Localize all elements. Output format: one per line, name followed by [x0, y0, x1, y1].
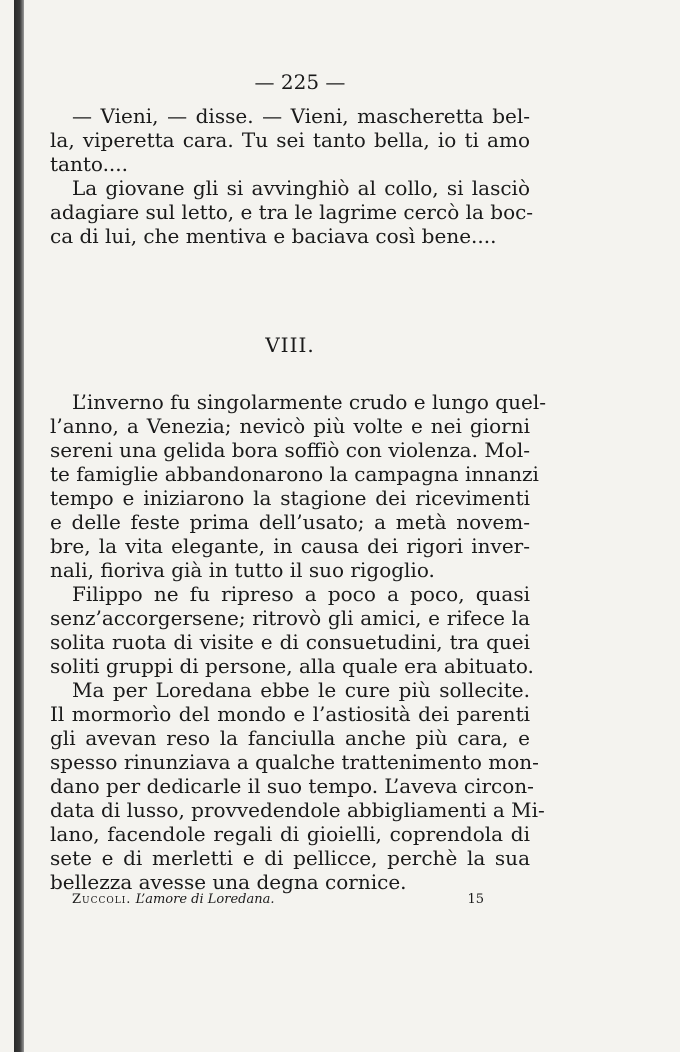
text-line: tempo e iniziarono la stagione dei ricevimenti [50, 486, 530, 510]
text-line: — Vieni, — disse. — Vieni, mascheretta bel- [72, 104, 530, 128]
paragraph [50, 104, 530, 176]
text-line: La giovane gli si avvinghiò al collo, si lasciò [72, 176, 530, 200]
text-line: gli avevan reso la fanciulla anche più cara, e [50, 726, 530, 750]
text-line: Filippo ne fu ripreso a poco a poco, quasi [72, 582, 530, 606]
text-line: lano, facendole regali di gioielli, coprendola di [50, 822, 530, 846]
text-line: ca di lui, che mentiva e baciava così bene.... [50, 224, 497, 248]
paragraph [50, 176, 534, 248]
text-line: adagiare sul letto, e tra le lagrime cercò la boc- [50, 200, 534, 224]
opening-text [50, 104, 534, 248]
text-line: spesso rinunziava a qualche trattenimento mon- [50, 750, 539, 774]
text-line: tanto.... [50, 152, 128, 176]
text-line: Il mormorìo del mondo e l’astiosità dei parenti [50, 702, 530, 726]
footer-citation [72, 892, 274, 907]
text-line: Ma per Loredana ebbe le cure più sollecite. [72, 678, 530, 702]
page-footer [72, 892, 484, 907]
text-line: L’inverno fu singolarmente crudo e lungo quel- [72, 390, 546, 414]
text-line: solita ruota di visite e di consuetudini, tra quei [50, 630, 530, 654]
text-line: senz’accorgersene; ritrovò gli amici, e rifece la [50, 606, 530, 630]
text-line: l’anno, a Venezia; nevicò più volte e nei giorni [50, 414, 530, 438]
binding-edge [14, 0, 24, 1052]
section-text [50, 390, 546, 894]
paragraph [50, 582, 534, 678]
text-line: te famiglie abbandonarono la campagna innanzi [50, 462, 539, 486]
paragraph [50, 390, 546, 582]
text-line: soliti gruppi di persone, alla quale era abituato. [50, 654, 534, 678]
text-line: nali, fioriva già in tutto il suo rigoglio. [50, 558, 435, 582]
paragraph [50, 678, 545, 894]
text-line: data di lusso, provvedendole abbigliamenti a Mi- [50, 798, 545, 822]
section-heading: VIII. [265, 333, 315, 357]
text-line: dano per dedicarle il suo tempo. L’aveva circon- [50, 774, 534, 798]
text-line: la, viperetta cara. Tu sei tanto bella, io ti amo [50, 128, 530, 152]
text-line: sete e di merletti e di pellicce, perchè la sua [50, 846, 530, 870]
text-line: sereni una gelida bora soffiò con violenza. Mol- [50, 438, 530, 462]
text-line: bellezza avesse una degna cornice. [50, 870, 407, 894]
page-number: — 225 — [254, 70, 346, 94]
text-line: bre, la vita elegante, in causa dei rigori inver- [50, 534, 530, 558]
footer-signature: 15 [467, 892, 484, 907]
footer-title: L’amore di Loredana. [135, 892, 275, 907]
footer-author: Zuccoli. [72, 892, 132, 907]
text-line: e delle feste prima dell’usato; a metà novem- [50, 510, 530, 534]
